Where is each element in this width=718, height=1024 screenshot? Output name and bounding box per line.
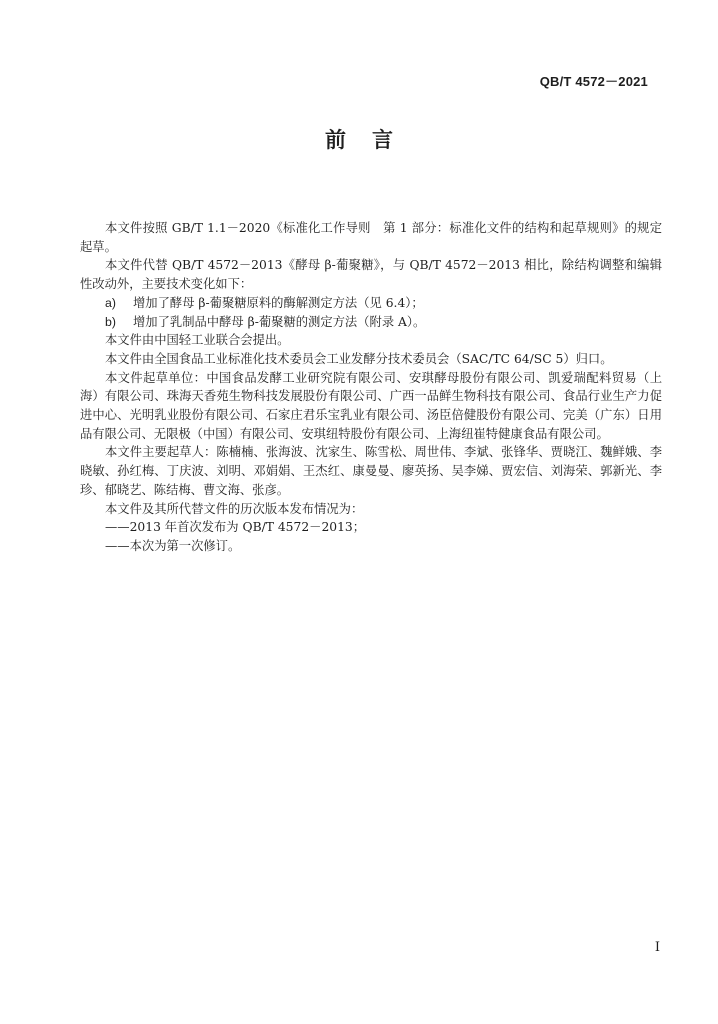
paragraph-drafting-units: 本文件起草单位：中国食品发酵工业研究院有限公司、安琪酵母股份有限公司、凯爱瑞配料贸易（上海）有限公司、珠海天香苑生物科技发展股份有限公司、广西一品鲜生物科技有限公司、食品行业生产力促进中心、光明乳业股份有限公司、石家庄君乐宝乳业有限公司、汤臣倍健股份有限公司、完美（广东）日用品有限公司、无限极（中国）有限公司、安琪纽特股份有限公司、上海纽崔特健康食品有限公司。 <box>80 370 662 441</box>
list-item <box>80 294 662 313</box>
page-number: I <box>654 940 660 955</box>
page-title: 前言 <box>325 128 419 152</box>
list-item-label: b) <box>105 314 116 329</box>
list-item-text: 增加了乳制品中酵母 β-葡聚糖的测定方法（附录 A）。 <box>133 314 426 329</box>
list-item-label: a) <box>105 295 116 310</box>
paragraph-proposer: 本文件由中国轻工业联合会提出。 <box>105 333 290 348</box>
document-number: QB/T 4572－2021 <box>539 74 648 89</box>
foreword-body <box>80 219 662 556</box>
paragraph-replacement: 本文件代替 QB/T 4572－2013《酵母 β-葡聚糖》，与 QB/T 4572－2013 相比，除结构调整和编辑性改动外，主要技术变化如下： <box>80 258 662 292</box>
paragraph-history-intro: 本文件及其所代替文件的历次版本发布情况为： <box>105 501 364 516</box>
paragraph-drafting-rules: 本文件按照 GB/T 1.1－2020《标准化工作导则 第 1 部分：标准化文件的结构和起草规则》的规定起草。 <box>80 221 662 254</box>
list-item <box>80 313 662 332</box>
history-item: ——2013 年首次发布为 QB/T 4572－2013； <box>105 520 366 535</box>
history-item: ——本次为第一次修订。 <box>105 538 241 553</box>
list-item-text: 增加了酵母 β-葡聚糖原料的酶解测定方法（见 6.4）； <box>133 295 424 310</box>
paragraph-committee: 本文件由全国食品工业标准化技术委员会工业发酵分技术委员会（SAC/TC 64/SC 5）归口。 <box>105 351 613 366</box>
paragraph-drafters: 本文件主要起草人：陈楠楠、张海波、沈家生、陈雪松、周世伟、李斌、张锋华、贾晓江、魏鲜娥、李晓敏、孙红梅、丁庆波、刘明、邓娟娟、王杰红、康曼曼、廖英扬、吴李娣、贾宏信、刘海荣、郭新光、李珍、郁晓艺、陈结梅、曹文海、张彦。 <box>80 445 662 497</box>
